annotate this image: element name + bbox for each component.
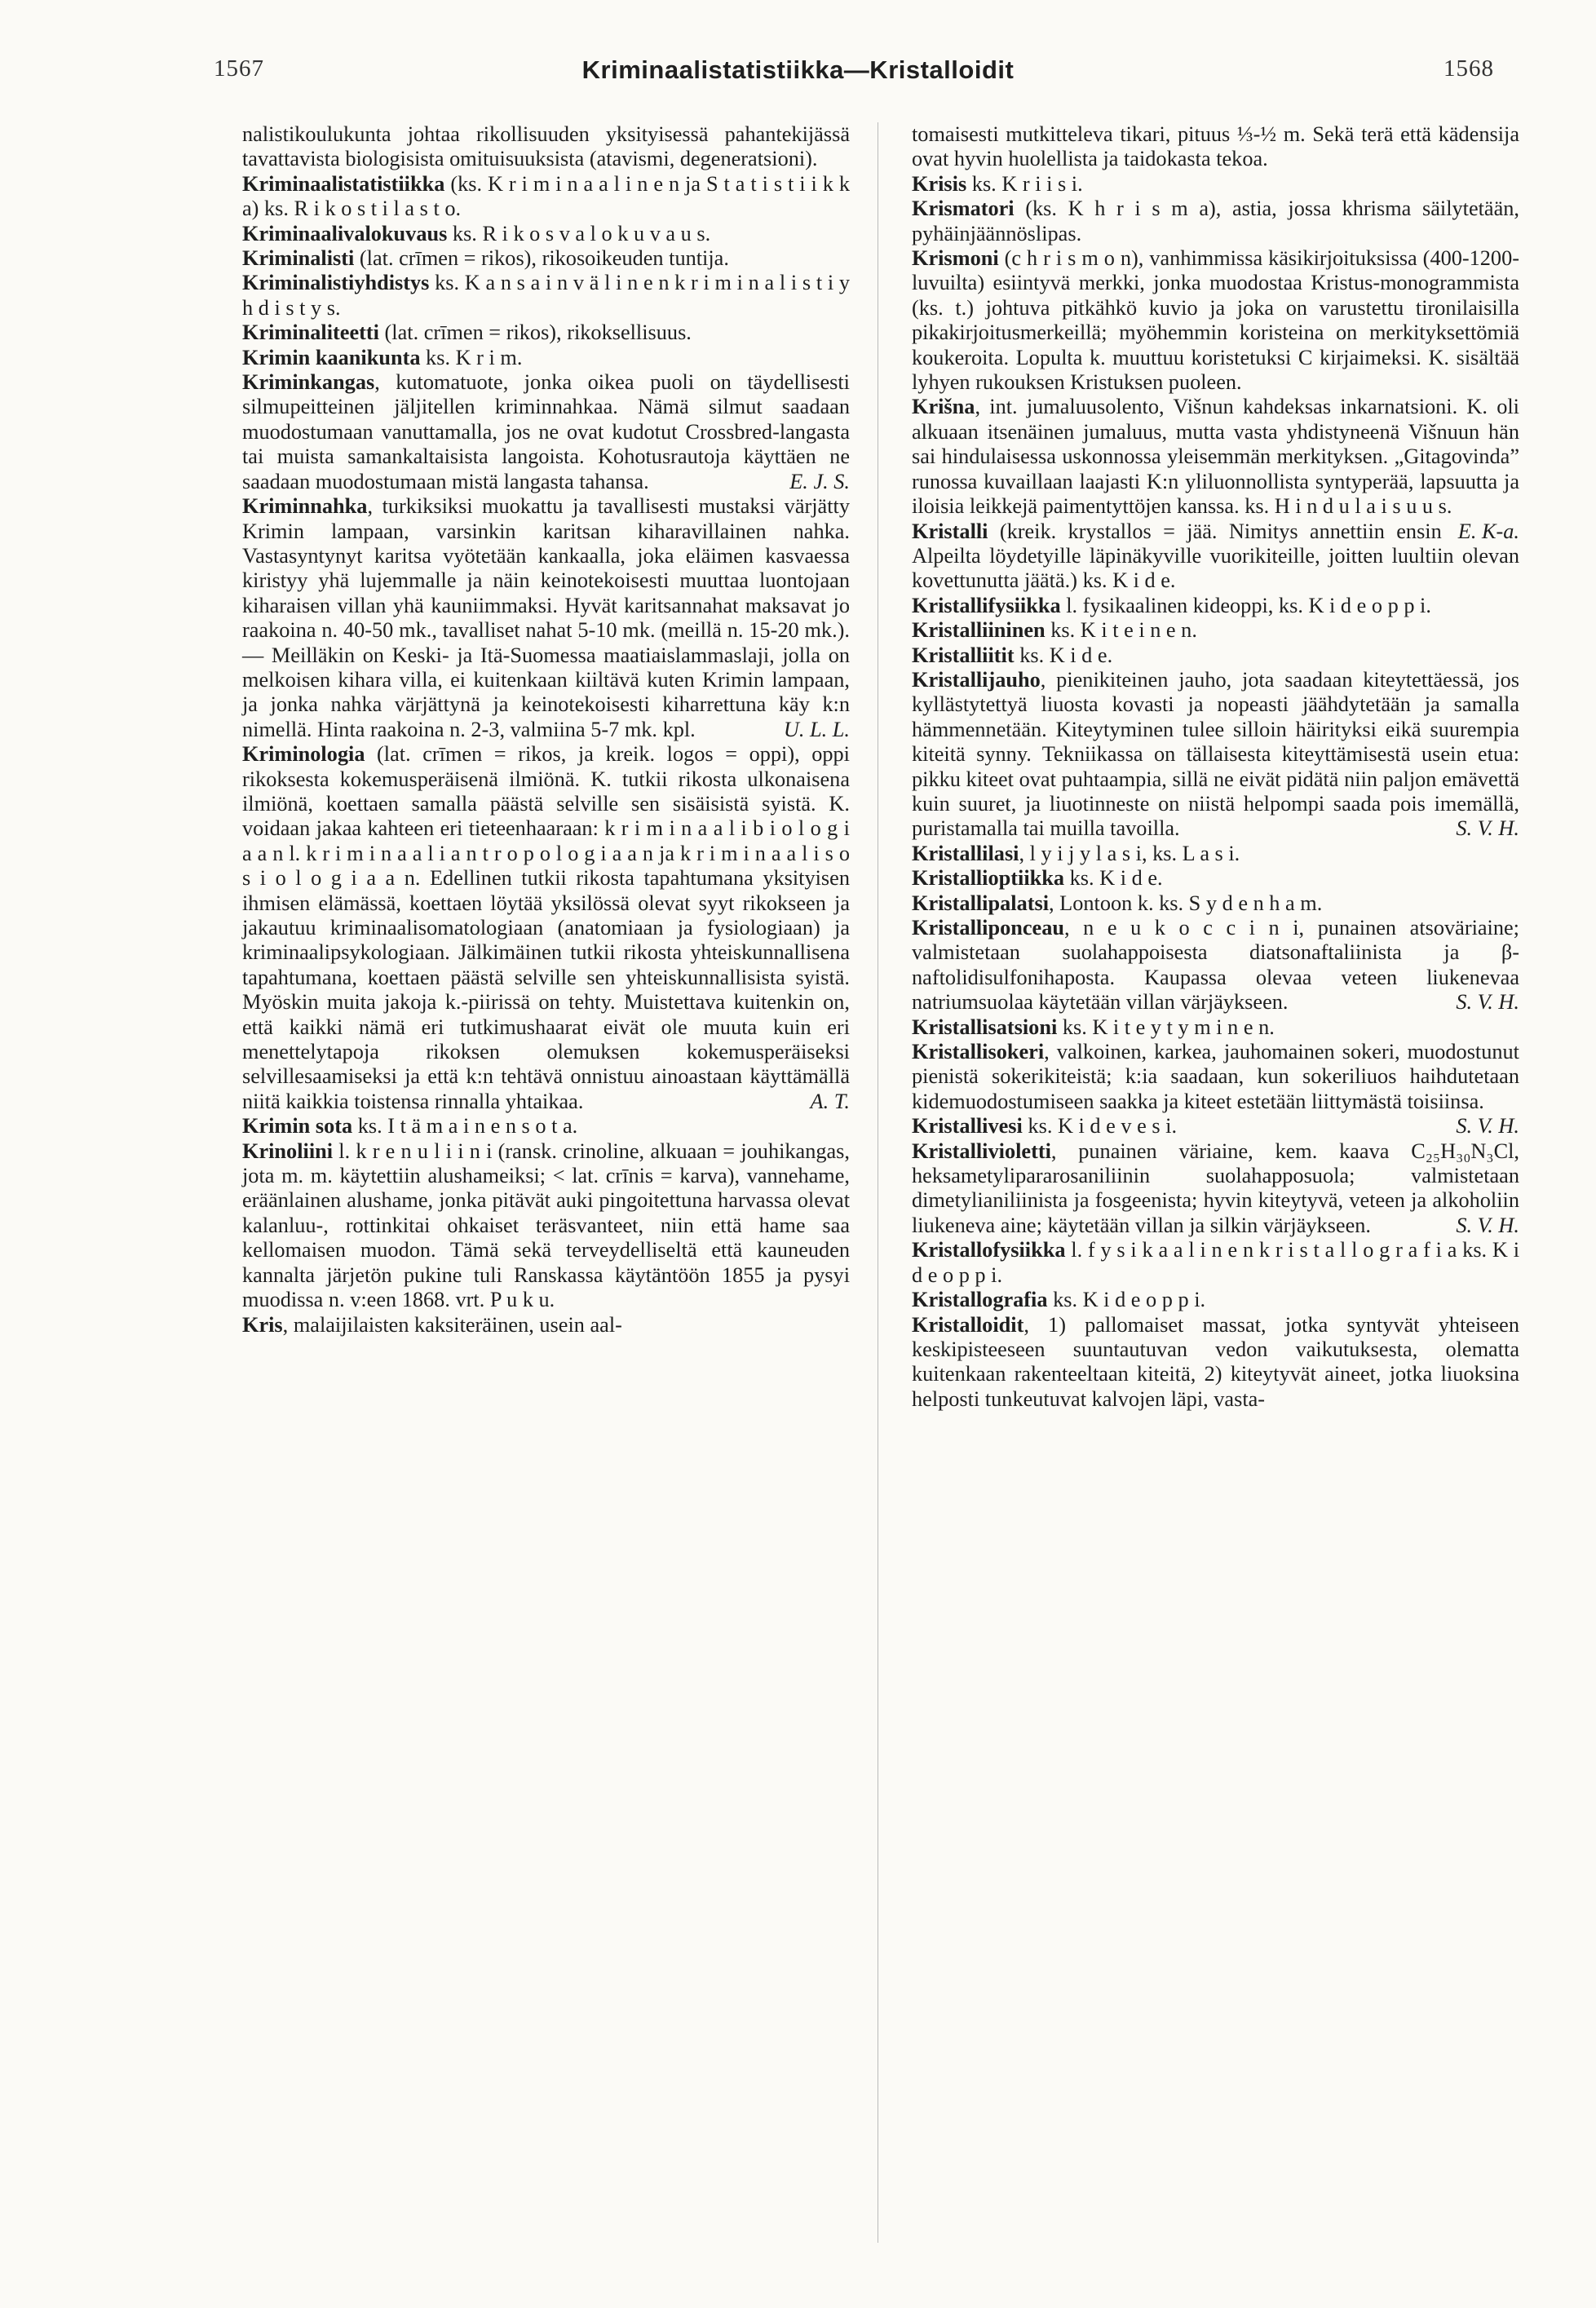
entry-text: (lat. crīmen = rikos, ja kreik. logos = oppi), oppi rikoksesta kokemusperäisenä ilmiönä. K. tutkii rikosta ulkonaisena ilmiönä, koettaen samalla päästä selville sen sisäisistä syistä. K. voidaan jakaa kahteen eri tieteenhaaraan: k r i m i n a a l i b i o l o g i a a n l. k r i m i n a a l i a n t r o p o l o g i a a n ja k r i m i n a a l i s o s i o l o g i a a n. Edellinen tutkii rikosta tapahtumana yksityisen ihmisen elämässä, koettaen löytää yksilössä olevat syyt rikokseen ja jakautuu kriminaalisomatologiaan (anatomiaan ja fysiologiaan) ja kriminaalipsykologiaan. Jälkimäinen tutkii rikosta yhteiskunnallisena tapahtumana, koettaen päästä selville sen yhteiskunnallisista syistä. Myöskin muita jakoja k.-piirissä on tehty. Muistettava kuitenkin on, että kaikki nämä eri tutkimushaarat eivät ole muuta kuin eri menettelytapoja rikoksen olemuksen kokemusperäiseksi selvillesaamiseksi ja että k:n tehtävä onnistuu ainoastaan käyttämällä niitä kaikkia toistensa rinnalla yhtaikaa.	[242, 742, 850, 1113]
entry-headword: Kristallijauho	[912, 667, 1041, 692]
entry-signature: E. J. S.	[789, 469, 850, 493]
entry-headword: Kristallipalatsi	[912, 891, 1050, 915]
entry-headword: Kriminalistiyhdistys	[242, 271, 430, 295]
dictionary-entry	[242, 122, 850, 172]
entry-text: (ks. K r i m i n a a l i n e n ja S t a t i s t i i k k a) ks. R i k o s t i l a s t o.	[242, 171, 850, 221]
entry-text: nalistikoulukunta johtaa rikollisuuden yksityisessä pahantekijässä tavattavista biologisista omituisuuksista (atavismi, degeneratsioni).	[242, 122, 850, 171]
entry-text: l. fysikaalinen kideoppi, ks. K i d e o p p i.	[1060, 593, 1431, 617]
entry-text: ks. K r i i s i.	[966, 171, 1083, 196]
dictionary-entry	[912, 643, 1519, 668]
entry-text: , l y i j y l a s i, ks. L a s i.	[1019, 841, 1240, 865]
entry-headword: Kristalloidit	[912, 1312, 1024, 1337]
dictionary-entry	[912, 172, 1519, 197]
entry-signature: S. V. H.	[1456, 1213, 1519, 1237]
entry-text: ks. K i t e i n e n.	[1045, 618, 1197, 643]
dictionary-entry	[242, 321, 850, 345]
entry-headword: Kristallivesi	[912, 1114, 1023, 1139]
running-title: Kriminaalistatistiikka—Kristalloidit	[581, 55, 1015, 84]
dictionary-entry	[242, 1114, 850, 1139]
dictionary-entry	[912, 1238, 1519, 1288]
entry-headword: Kristallilasi	[912, 841, 1019, 865]
entry-headword: Krisis	[912, 171, 967, 196]
entry-text: ks. R i k o s v a l o k u v a u s.	[447, 221, 711, 245]
page-number-left: 1567	[214, 55, 264, 82]
dictionary-entry	[912, 1288, 1519, 1312]
dictionary-entry	[242, 1313, 850, 1337]
entry-headword: Krišna	[912, 395, 975, 419]
dictionary-entry	[912, 122, 1519, 172]
right-column	[912, 122, 1519, 1412]
dictionary-entry	[242, 271, 850, 321]
entry-text: ks. K r i m.	[420, 345, 523, 369]
dictionary-entry	[912, 246, 1519, 395]
dictionary-entry	[242, 172, 850, 222]
entry-text: (kreik. krystallos = jää. Nimitys annettiin ensin Alpeilta löydetyille läpinäkyville vuorikiteille, joitten luultiin olevan kovettunutta jäätä.) ks. K i d e.	[912, 519, 1519, 593]
entry-headword: Kristallioptiikka	[912, 866, 1065, 891]
entry-text: , valkoinen, karkea, jauhomainen sokeri, muodostunut pienistä sokerikiteistä; k:ia saadaan, kun sokeriliuos haihdutetaan kidemuodostumiseen saakka ja kiteet estetään liittymästä toisiinsa.	[912, 1040, 1519, 1113]
entry-headword: Kriminaalivalokuvaus	[242, 221, 448, 245]
entry-headword: Kristallofysiikka	[912, 1238, 1066, 1262]
dictionary-entry	[912, 520, 1519, 594]
entry-headword: Kristalliponceau	[912, 916, 1065, 940]
entry-text: ks. K a n s a i n v ä l i n e n k r i m i n a l i s t i y h d i s t y s.	[242, 271, 850, 320]
entry-text: ks. I t ä m a i n e n s o t a.	[352, 1114, 578, 1139]
dictionary-entry	[912, 866, 1519, 891]
dictionary-entry	[242, 346, 850, 370]
entry-headword: Kriminnahka	[242, 494, 368, 519]
entry-signature: S. V. H.	[1456, 1114, 1519, 1139]
page-number-right: 1568	[1443, 55, 1494, 82]
entry-headword: Krismatori	[912, 197, 1015, 221]
entry-text: ks. K i d e v e s i.	[1022, 1114, 1178, 1139]
dictionary-entry	[912, 916, 1519, 1015]
dictionary-entry	[242, 246, 850, 271]
dictionary-entry	[912, 1313, 1519, 1413]
page-header	[0, 55, 1596, 96]
left-column	[242, 122, 850, 1337]
entry-headword: Krinoliini	[242, 1139, 334, 1163]
dictionary-entry	[912, 1015, 1519, 1040]
entry-headword: Kristalliitit	[912, 643, 1015, 667]
dictionary-entry	[242, 494, 850, 742]
entry-headword: Kristallisokeri	[912, 1040, 1045, 1064]
entry-text: , malaijilaisten kaksiteräinen, usein aal-	[282, 1312, 622, 1337]
dictionary-entry	[242, 742, 850, 1114]
entry-signature: S. V. H.	[1456, 816, 1519, 841]
dictionary-entry	[912, 1139, 1519, 1239]
entry-text: , 1) pallomaiset massat, jotka syntyvät yhteiseen keskipisteeseen suuntautuvan vedon vaikutuksesta, olematta kuitenkaan rakenteeltaan kiteitä, 2) kiteytyvät aineet, jotka liuoksina helposti tunkeutuvat kalvojen läpi, vasta-	[912, 1312, 1519, 1411]
entry-text: , Lontoon k. ks. S y d e n h a m.	[1049, 891, 1323, 915]
entry-text: (c h r i s m o n), vanhimmissa käsikirjoituksissa (400-1200-luvuilta) esiintyvä merkki, jonka muodostaa Kristus-monogrammista (ks. t.) johtuva pitkähkö kuvio ja joka on varustettu tironilaisilla pikakirjoitusmerkeillä; myöhemmin koristeina on merkityksettömiä koukeroita. Lopulta k. muuttuu koristetuksi C kirjaimeksi. K. sisältää lyhyen rukouksen Kristuksen puoleen.	[912, 246, 1519, 395]
dictionary-entry	[912, 197, 1519, 246]
entry-text: (lat. crīmen = rikos), rikoksellisuus.	[378, 321, 692, 345]
entry-headword: Krimin kaanikunta	[242, 345, 421, 369]
dictionary-entry	[912, 1114, 1519, 1139]
entry-headword: Kriminkangas	[242, 370, 375, 395]
entry-text: , turkiksiksi muokattu ja tavallisesti mustaksi värjätty Krimin lampaan, varsinkin karitsan kiharavillainen nahka. Vastasyntynyt karitsa vyötetään kankaalla, joka eläimen kasvaessa kiristyy yhä lujemmalle ja näin keinotekoisesti muuttaa luontojaan kiharaisen villan yhä kauniimmaksi. Hyvät karitsannahat maksavat jo raakoina n. 40-50 mk., tavalliset nahat 5-10 mk. (meillä n. 15-20 mk.). — Meilläkin on Keski- ja Itä-Suomessa maatiaislammaslaji, jolla on melkoisen kihara villa, ei kuitenkaan kiiltävä kuten Krimin lampaan, ja jonka nahka värjättynä ja keinotekoisesti kiharrettuna käy k:n nimellä. Hinta raakoina n. 2-3, valmiina 5-7 mk. kpl.	[242, 494, 850, 741]
entry-signature: S. V. H.	[1456, 990, 1519, 1015]
entry-signature: A. T.	[810, 1089, 850, 1113]
entry-headword: Kristallifysiikka	[912, 593, 1061, 617]
entry-text: ks. K i d e o p p i.	[1047, 1288, 1206, 1312]
entry-headword: Kris	[242, 1312, 283, 1337]
dictionary-entry	[912, 842, 1519, 866]
entry-headword: Kristallisatsioni	[912, 1015, 1058, 1039]
entry-headword: Krismoni	[912, 246, 999, 271]
entry-headword: Kriminaalistatistiikka	[242, 171, 445, 196]
entry-signature: U. L. L.	[783, 717, 850, 741]
entry-headword: Kristalli	[912, 519, 988, 543]
dictionary-entry	[912, 891, 1519, 916]
dictionary-entry	[242, 1139, 850, 1313]
entry-text: , kutomatuote, jonka oikea puoli on täydellisesti silmupeitteinen jäljitellen kriminnahkaa. Nämä silmut saadaan muodostumaan vanuttamalla, jos ne ovat kudotut Crossbred-langasta tai muista samankaltaisista langoista. Kohotusrautoja käyttäen ne saadaan muodostumaan mistä langasta tahansa.	[242, 370, 850, 493]
entry-text: (lat. crīmen = rikos), rikosoikeuden tuntija.	[354, 246, 729, 271]
entry-text: ks. K i d e.	[1064, 866, 1163, 891]
entry-text: ks. K i d e.	[1014, 643, 1113, 667]
entry-text: , pienikiteinen jauho, jota saadaan kiteytettäessä, jos kyllästytettyä liuosta kovasti ja nopeasti jäähdytetään ja samalla hämmennetään. Kiteytyminen tulee silloin häirityksi eikä suurempia kiteitä synny. Tekniikassa on tällaisesta kiteyttämisestä usein etua: pikku kiteet ovat puhtaampia, sillä ne eivät pidätä niin paljon emävettä kuin suuret, ja liuotinneste on niistä helpompi saada pois imemällä, puristamalla tai muilla tavoilla.	[912, 667, 1519, 841]
entry-headword: Kristallivioletti	[912, 1139, 1051, 1163]
entry-headword: Kristalliininen	[912, 618, 1046, 643]
entry-signature: E. K-a.	[1457, 519, 1519, 543]
entry-headword: Kriminalisti	[242, 246, 355, 271]
dictionary-entry	[912, 594, 1519, 618]
entry-text: l. k r e n u l i i n i (ransk. crinoline, alkuaan = jouhikangas, jota m. m. käytettiin alushameiksi; < lat. crīnis = karva), vannehame, eräänlainen alushame, jonka pitävät auki pingoitettuna harvassa olevat kalanluu-, rottinkitai ohkaiset teräsvanteet, niin että hame saa kellomaisen muodon. Tämä sekä terveydelliseltä että kauneuden kannalta järjetön pukine tuli Ranskassa käytäntöön 1855 ja pysyi muodissa n. v:een 1868. vrt. P u k u.	[242, 1139, 850, 1312]
dictionary-entry	[912, 668, 1519, 842]
dictionary-entry	[242, 222, 850, 246]
entry-text: , int. jumaluusolento, Višnun kahdeksas inkarnatsioni. K. oli alkuaan itsenäinen jumaluus, mutta vasta yhdistyneenä Višnuun hän sai hindulaisessa uskonnossa yleisemmän merkityksen. „Gitagovinda” runossa kuvaillaan laajasti K:n yliluonnollista syntyperää, lapsuutta ja iloisia leikkejä paimentyttöjen kanssa. ks. H i n d u l a i s u u s.	[912, 395, 1519, 519]
entry-text: (ks. K h r i s m a), astia, jossa khrisma säilytetään, pyhäinjäännöslipas.	[912, 197, 1519, 245]
entry-headword: Kriminologia	[242, 742, 365, 767]
entry-text: , n e u k o c c i n i, punainen atsoväriaine; valmistetaan suolahappoisesta diatsonaftaliinista ja β-naftolidisulfonihaposta. Kaupassa olevaa veteen liukenevaa natriumsuolaa käytetään villan värjäykseen.	[912, 916, 1519, 1015]
entry-headword: Krimin sota	[242, 1114, 353, 1139]
dictionary-entry	[912, 618, 1519, 643]
entry-text: tomaisesti mutkitteleva tikari, pituus ⅓-½ m. Sekä terä että kädensija ovat hyvin huolellista ja taidokasta tekoa.	[912, 122, 1519, 171]
entry-text: , punainen väriaine, kem. kaava C₂₅H₃₀N₃Cl, heksametylipararosaniliinin suolahapposuola; valmistetaan dimetylianiliinista ja fosgeenista; hyvin kiteytyvä, veteen ja alkoholiin liukeneva aine; käytetään villan ja silkin värjäykseen.	[912, 1139, 1519, 1237]
entry-headword: Kristallografia	[912, 1288, 1048, 1312]
entry-text: ks. K i t e y t y m i n e n.	[1057, 1015, 1275, 1039]
entry-text: l. f y s i k a a l i n e n k r i s t a l l o g r a f i a ks. K i d e o p p i.	[912, 1238, 1519, 1287]
entry-headword: Kriminaliteetti	[242, 321, 379, 345]
dictionary-entry	[242, 370, 850, 494]
